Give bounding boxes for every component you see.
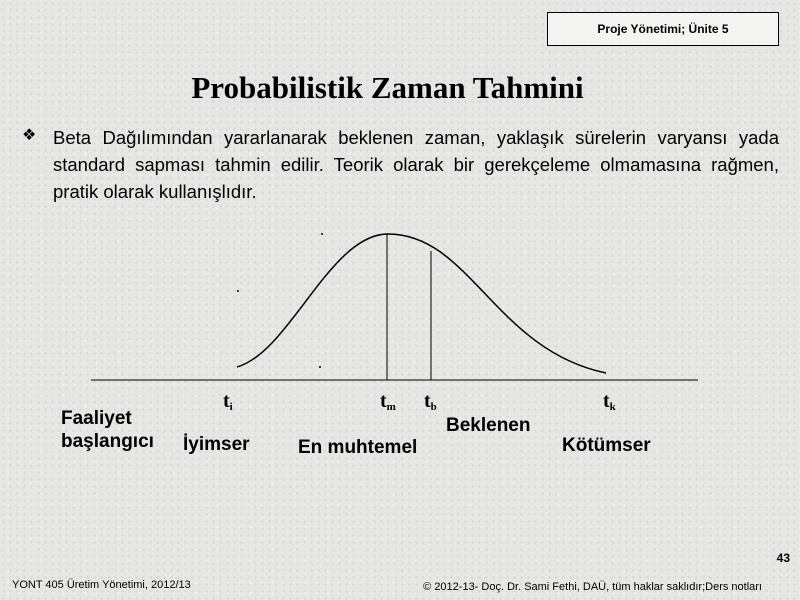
footer-copyright: © 2012-13- Doç. Dr. Sami Fethi, DAÜ, tüm haklar saklıdır;Ders notları [423, 581, 762, 593]
diamond-bullet-icon: ❖ [22, 125, 37, 144]
footer-course: YONT 405 Üretim Yönetimi, 2012/13 [12, 579, 191, 591]
dot-mark [321, 233, 323, 235]
slide-title: Probabilistik Zaman Tahmini [191, 70, 584, 105]
label-tm: $t_m$ [380, 390, 396, 413]
dot-mark [237, 290, 239, 292]
beta-curve [237, 234, 606, 373]
unit-label: Proje Yönetimi; Ünite 5 [597, 22, 729, 36]
caption-pessimistic: Kötümser [562, 435, 651, 456]
caption-activity-start: Faaliyet başlangıcı [61, 408, 154, 452]
label-tk: $t_k$ [603, 390, 616, 413]
page-number: 43 [776, 551, 790, 565]
dot-mark [319, 366, 321, 368]
caption-most-likely: En muhtemel [298, 437, 418, 458]
caption-expected: Beklenen [446, 415, 531, 436]
caption-optimistic: İyimser [183, 434, 250, 455]
label-tb: $t_b$ [424, 390, 437, 413]
bullet-text: Beta Dağılımından yararlanarak beklenen zaman, yaklaşık sürelerin varyansı yada standard sapması tahmin edilir. Teorik olarak bir gerekçeleme olmamasına rağmen, pratik olarak kullanışlıdır. [53, 127, 779, 202]
label-ti: $t_i$ [223, 390, 233, 413]
